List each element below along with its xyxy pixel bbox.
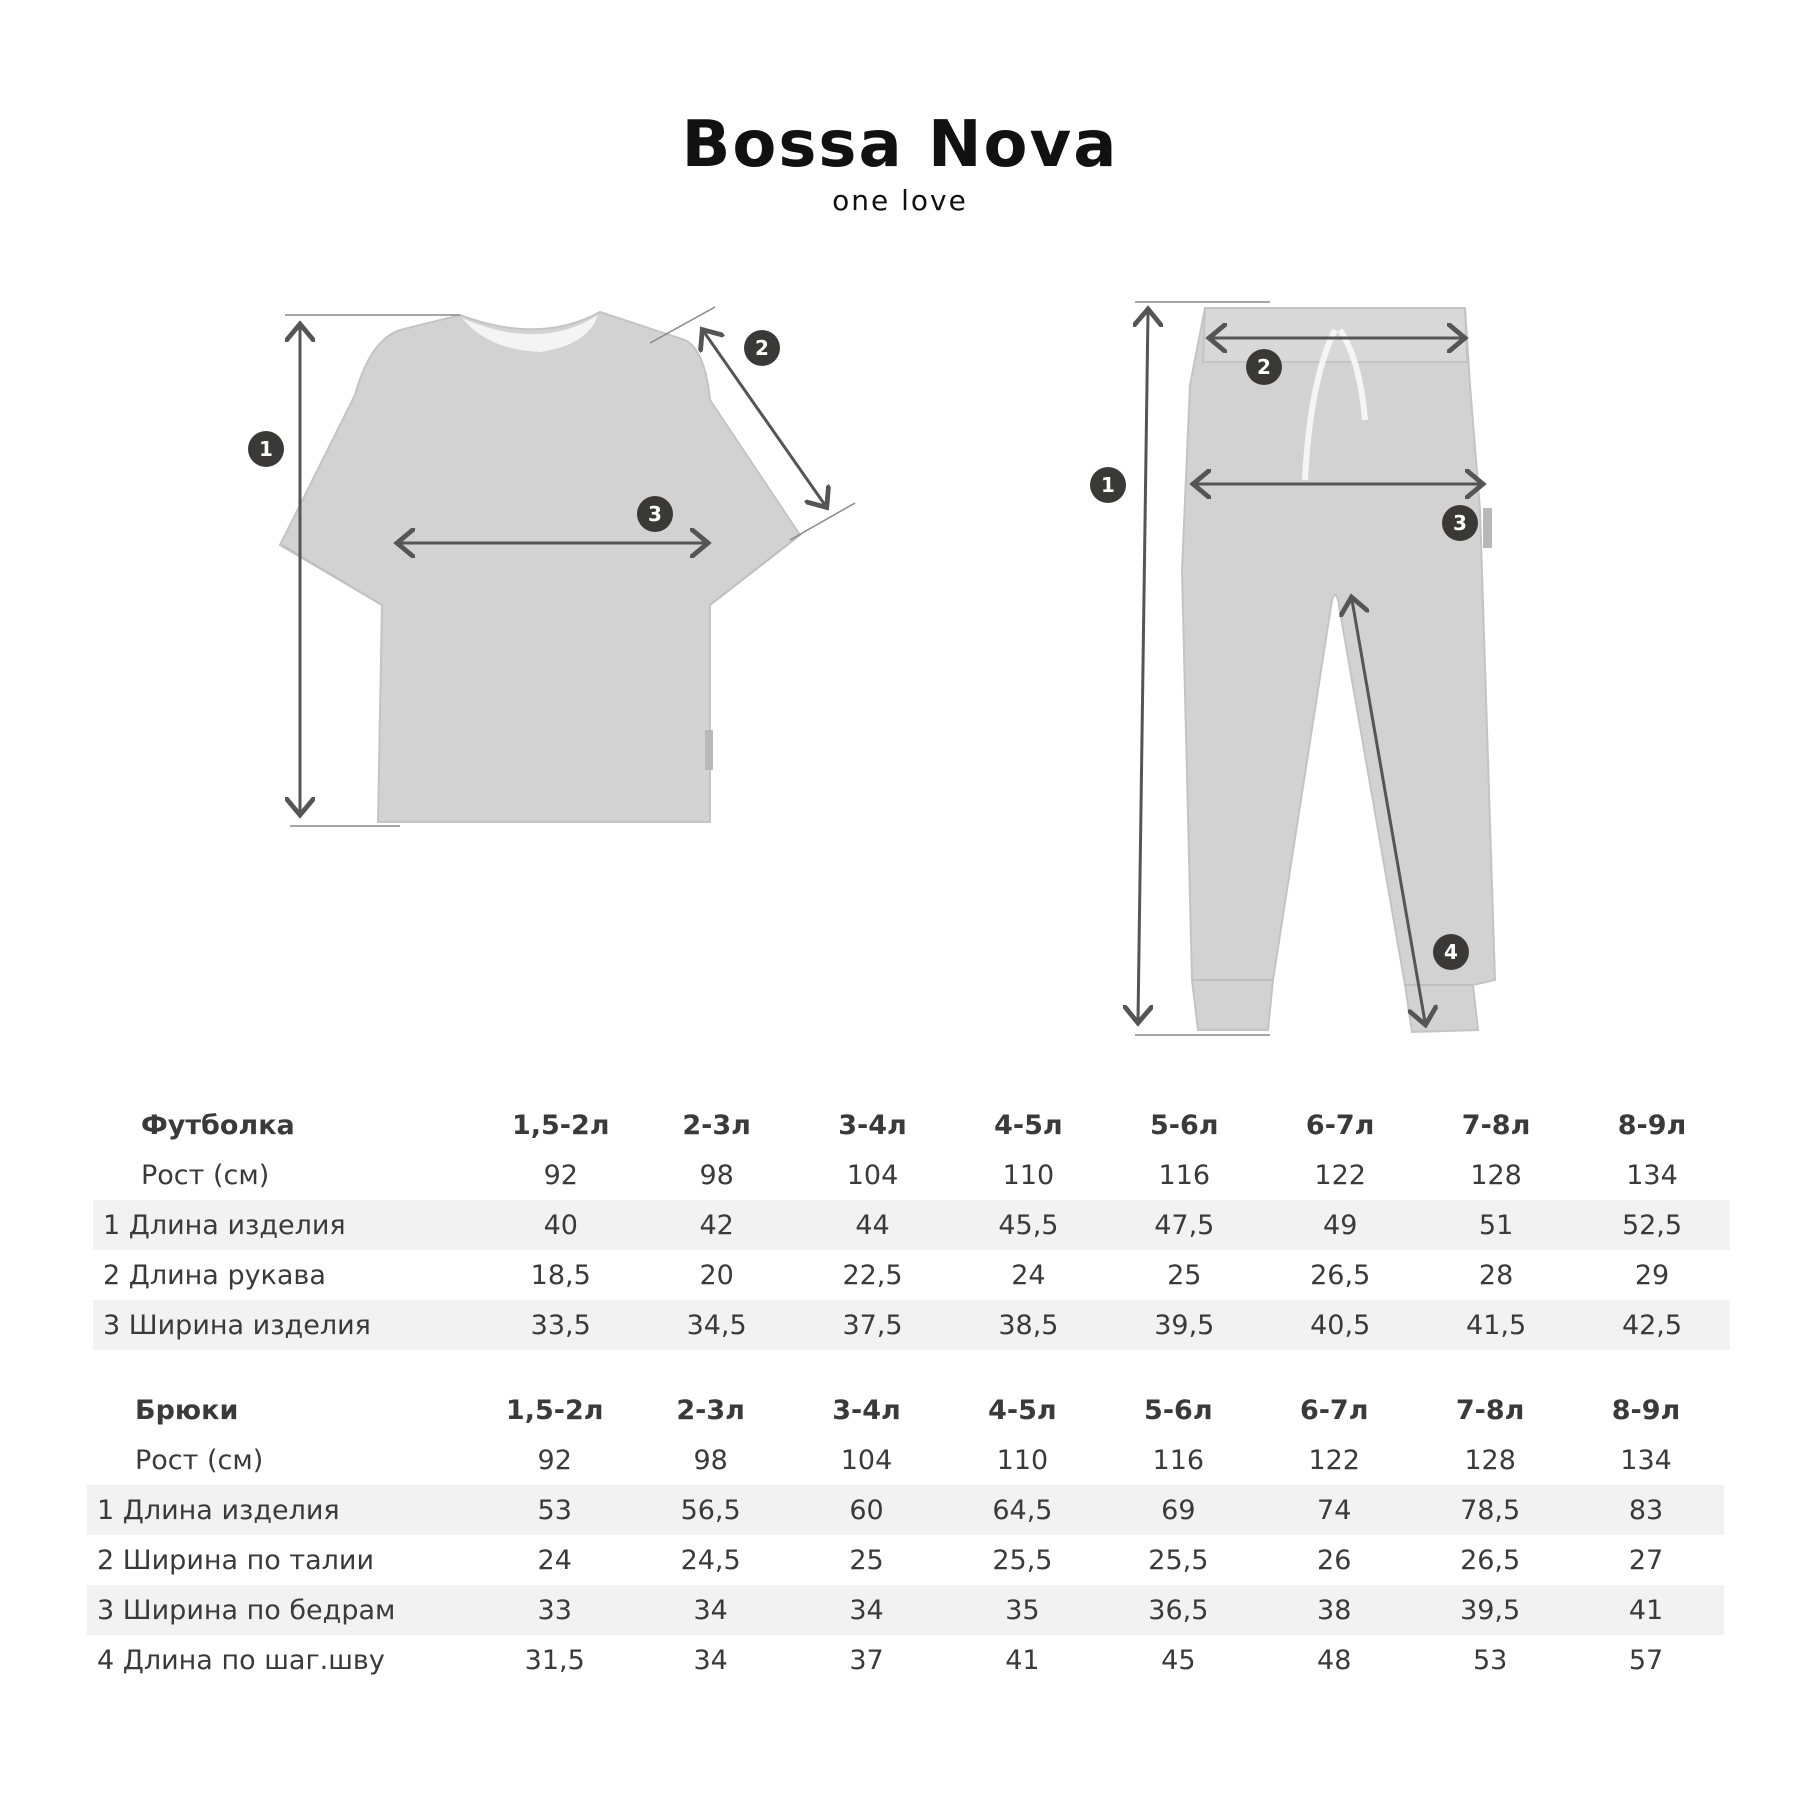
table-cell: 92 (537, 1444, 572, 1476)
table-cell: 128 (1470, 1159, 1522, 1191)
pants-marker-2 (1246, 349, 1282, 385)
brand-subtitle: one love (832, 184, 968, 217)
table-cell: 33,5 (483, 1300, 639, 1350)
pants-marker-4-label: 4 (1444, 940, 1458, 964)
table-cell: 38,5 (950, 1300, 1106, 1350)
table-cell: 40,5 (1262, 1300, 1418, 1350)
tshirt-header-row (93, 1100, 1730, 1150)
table-cell: 25,5 (992, 1544, 1053, 1576)
table-cell: 40 (483, 1200, 639, 1250)
table-cell: 24 (537, 1544, 572, 1576)
table-cell: 26,5 (1310, 1259, 1371, 1291)
table-row (87, 1635, 1724, 1685)
pants-size-header: 2-3л (676, 1394, 745, 1426)
table-cell: 34 (789, 1585, 945, 1635)
table-cell: 78,5 (1412, 1485, 1568, 1535)
tshirt-marker-3-label: 3 (648, 502, 662, 526)
table-row (87, 1435, 1724, 1485)
table-cell: 128 (1464, 1444, 1516, 1476)
tshirt-marker-2-label: 2 (755, 336, 769, 360)
tshirt-size-table (93, 1100, 1730, 1350)
table-cell: 36,5 (1100, 1585, 1256, 1635)
row-label: Рост (см) (141, 1159, 270, 1191)
table-cell: 134 (1620, 1444, 1672, 1476)
table-cell: 69 (1100, 1485, 1256, 1535)
table-cell: 49 (1262, 1200, 1418, 1250)
pants-header-row (87, 1385, 1724, 1435)
table-cell: 56,5 (633, 1485, 789, 1535)
tshirt-size-header: 2-3л (682, 1109, 751, 1141)
table-row (87, 1485, 1724, 1535)
table-cell: 29 (1634, 1259, 1670, 1291)
pants-marker-1-label: 1 (1101, 473, 1115, 497)
table-cell: 42 (639, 1200, 795, 1250)
table-cell: 41 (1568, 1585, 1724, 1635)
pants-marker-4 (1433, 934, 1469, 970)
tshirt-marker-3 (637, 496, 673, 532)
row-label: 2 Ширина по талии (97, 1544, 375, 1576)
pants-label-tag (1483, 508, 1492, 548)
table-cell: 25 (849, 1544, 884, 1576)
tshirt-marker-2 (744, 330, 780, 366)
table-cell: 18,5 (530, 1259, 591, 1291)
table-cell: 83 (1568, 1485, 1724, 1535)
table-cell: 34 (693, 1644, 728, 1676)
table-cell: 60 (789, 1485, 945, 1535)
table-cell: 41,5 (1418, 1300, 1574, 1350)
table-cell: 92 (543, 1159, 578, 1191)
row-label: 2 Длина рукава (103, 1259, 326, 1291)
pants-size-header: 4-5л (988, 1394, 1057, 1426)
table-cell: 110 (1002, 1159, 1055, 1191)
table-cell: 25,5 (1148, 1544, 1209, 1576)
row-label: 4 Длина по шаг.шву (97, 1644, 385, 1676)
table-row (93, 1250, 1730, 1300)
pants-size-header: 6-7л (1299, 1394, 1369, 1426)
tshirt-size-header: 4-5л (994, 1109, 1063, 1141)
table-cell: 34 (633, 1585, 789, 1635)
table-cell: 31,5 (524, 1644, 585, 1676)
table-cell: 24 (1011, 1259, 1046, 1291)
pants-illustration (1182, 308, 1495, 1032)
tshirt-marker-1-label: 1 (259, 437, 273, 461)
pants-marker-1 (1090, 467, 1126, 503)
row-label: 3 Ширина изделия (93, 1300, 483, 1350)
tshirt-size-header: 5-6л (1150, 1109, 1219, 1141)
table-cell: 57 (1628, 1644, 1664, 1676)
table-cell: 134 (1626, 1159, 1678, 1191)
table-row (93, 1300, 1730, 1350)
table-cell: 98 (693, 1444, 728, 1476)
table-cell: 45 (1161, 1644, 1196, 1676)
row-label: 3 Ширина по бедрам (87, 1585, 477, 1635)
pants-table-title: Брюки (135, 1394, 239, 1426)
pants-size-header: 1,5-2л (505, 1394, 604, 1426)
pants-marker-3 (1442, 505, 1478, 541)
table-cell: 37 (849, 1644, 884, 1676)
pants-marker-3-label: 3 (1453, 511, 1467, 535)
table-cell: 110 (996, 1444, 1049, 1476)
brand-title: Bossa Nova (681, 108, 1119, 182)
table-cell: 33 (477, 1585, 633, 1635)
table-cell: 64,5 (944, 1485, 1100, 1535)
row-label: 1 Длина изделия (87, 1485, 477, 1535)
table-cell: 47,5 (1106, 1200, 1262, 1250)
table-cell: 52,5 (1574, 1200, 1730, 1250)
table-row (93, 1150, 1730, 1200)
table-cell: 41 (1005, 1644, 1040, 1676)
pants-marker-2-label: 2 (1257, 355, 1271, 379)
table-cell: 28 (1478, 1259, 1514, 1291)
row-label: Рост (см) (135, 1444, 264, 1476)
table-row (87, 1585, 1724, 1635)
pants-size-table (87, 1385, 1724, 1685)
tshirt-label-tag (705, 730, 713, 770)
table-cell: 116 (1158, 1159, 1211, 1191)
table-cell: 122 (1308, 1444, 1360, 1476)
table-cell: 42,5 (1574, 1300, 1730, 1350)
table-cell: 37,5 (795, 1300, 951, 1350)
tshirt-size-header: 6-7л (1305, 1109, 1375, 1141)
table-cell: 104 (846, 1159, 899, 1191)
tshirt-illustration (280, 312, 800, 822)
table-row (93, 1200, 1730, 1250)
table-cell: 74 (1256, 1485, 1412, 1535)
tshirt-table-title: Футболка (141, 1109, 295, 1141)
table-cell: 25 (1167, 1259, 1202, 1291)
tshirt-size-header: 1,5-2л (511, 1109, 610, 1141)
table-cell: 22,5 (842, 1259, 903, 1291)
pants-arrow-length (1138, 312, 1148, 1020)
table-cell: 48 (1317, 1644, 1352, 1676)
pants-size-header: 8-9л (1611, 1394, 1681, 1426)
table-cell: 39,5 (1412, 1585, 1568, 1635)
table-row (87, 1535, 1724, 1585)
pants-size-header: 3-4л (832, 1394, 901, 1426)
row-label: 1 Длина изделия (93, 1200, 483, 1250)
pants-size-header: 7-8л (1455, 1394, 1525, 1426)
table-cell: 26,5 (1460, 1544, 1521, 1576)
table-cell: 98 (699, 1159, 734, 1191)
table-cell: 39,5 (1106, 1300, 1262, 1350)
table-cell: 44 (795, 1200, 951, 1250)
table-cell: 53 (477, 1485, 633, 1535)
table-cell: 34,5 (639, 1300, 795, 1350)
table-cell: 26 (1317, 1544, 1352, 1576)
table-cell: 35 (944, 1585, 1100, 1635)
tshirt-size-header: 8-9л (1617, 1109, 1687, 1141)
table-cell: 20 (699, 1259, 734, 1291)
table-cell: 24,5 (680, 1544, 741, 1576)
table-cell: 27 (1628, 1544, 1664, 1576)
table-cell: 122 (1314, 1159, 1366, 1191)
table-cell: 116 (1152, 1444, 1205, 1476)
tshirt-size-header: 3-4л (838, 1109, 907, 1141)
tshirt-marker-1 (248, 431, 284, 467)
table-cell: 45,5 (950, 1200, 1106, 1250)
pants-size-header: 5-6л (1144, 1394, 1213, 1426)
table-cell: 38 (1256, 1585, 1412, 1635)
table-cell: 51 (1418, 1200, 1574, 1250)
table-cell: 53 (1472, 1644, 1508, 1676)
tshirt-size-header: 7-8л (1461, 1109, 1531, 1141)
table-cell: 104 (840, 1444, 893, 1476)
